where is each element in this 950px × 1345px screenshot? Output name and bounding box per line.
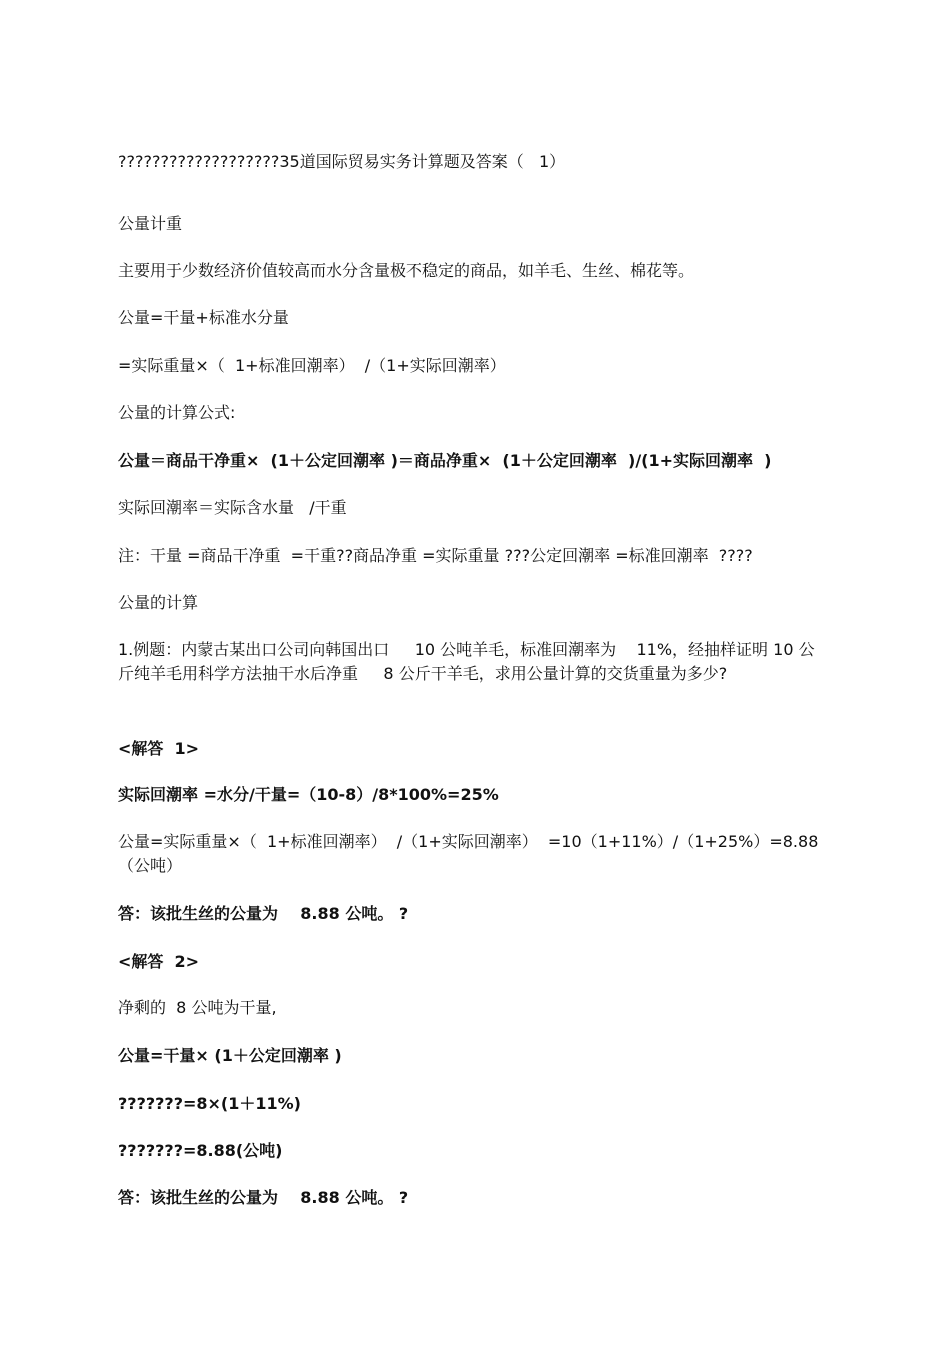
answer-step: 净剩的 8 公吨为干量, [118, 998, 277, 1017]
answer-step: ???????=8×(1＋11%) [118, 1094, 301, 1113]
answer-result: 答：该批生丝的公量为 8.88 公吨。 ? [118, 1188, 409, 1207]
answer-step: 实际回潮率 =水分/干量=（10-8）/8*100%=25% [118, 785, 499, 804]
example-paragraph: 1.例题：内蒙古某出口公司向韩国出口 10 公吨羊毛，标准回潮率为 11%，经抽样证明 10 公斤纯羊毛用科学方法抽干水后净重 8 公斤干羊毛，求用公量计算的交货重量为多少? [118, 640, 815, 683]
answer-label: <解答 1> [118, 739, 200, 758]
answer-result: 答：该批生丝的公量为 8.88 公吨。 ? [118, 904, 409, 923]
formula-line: 公量=干量+标准水分量 [118, 308, 289, 327]
usage-paragraph: 主要用于少数经济价值较高而水分含量极不稳定的商品，如羊毛、生丝、棉花等。 [118, 261, 695, 280]
formula-line: 公量＝商品干净重× (1＋公定回潮率 )＝商品净重× (1＋公定回潮率 )/(1+实际回潮率 ) [118, 451, 772, 470]
answer-label: <解答 2> [118, 952, 200, 971]
formula-line: =实际重量×（ 1+标准回潮率） /（1+实际回潮率） [118, 356, 506, 375]
answer-step: 公量=干量× (1＋公定回潮率 ) [118, 1046, 342, 1065]
answer-step: 公量=实际重量×（ 1+标准回潮率） /（1+实际回潮率） =10（1+11%）/（1+25%）=8.88（公吨） [118, 832, 819, 875]
formula-heading: 公量的计算公式: [118, 403, 236, 422]
formula-line: 实际回潮率＝实际含水量 /干重 [118, 498, 347, 517]
section-heading: 公量的计算 [118, 593, 199, 612]
answer-step: ???????=8.88(公吨) [118, 1141, 283, 1160]
note-paragraph: 注：干量 =商品干净重 =干重??商品净重 =实际重量 ???公定回潮率 =标准回潮率 ???? [118, 546, 753, 565]
document-title: ???????????????????35道国际贸易实务计算题及答案（ 1） [118, 152, 566, 171]
section-heading: 公量计重 [118, 214, 183, 233]
